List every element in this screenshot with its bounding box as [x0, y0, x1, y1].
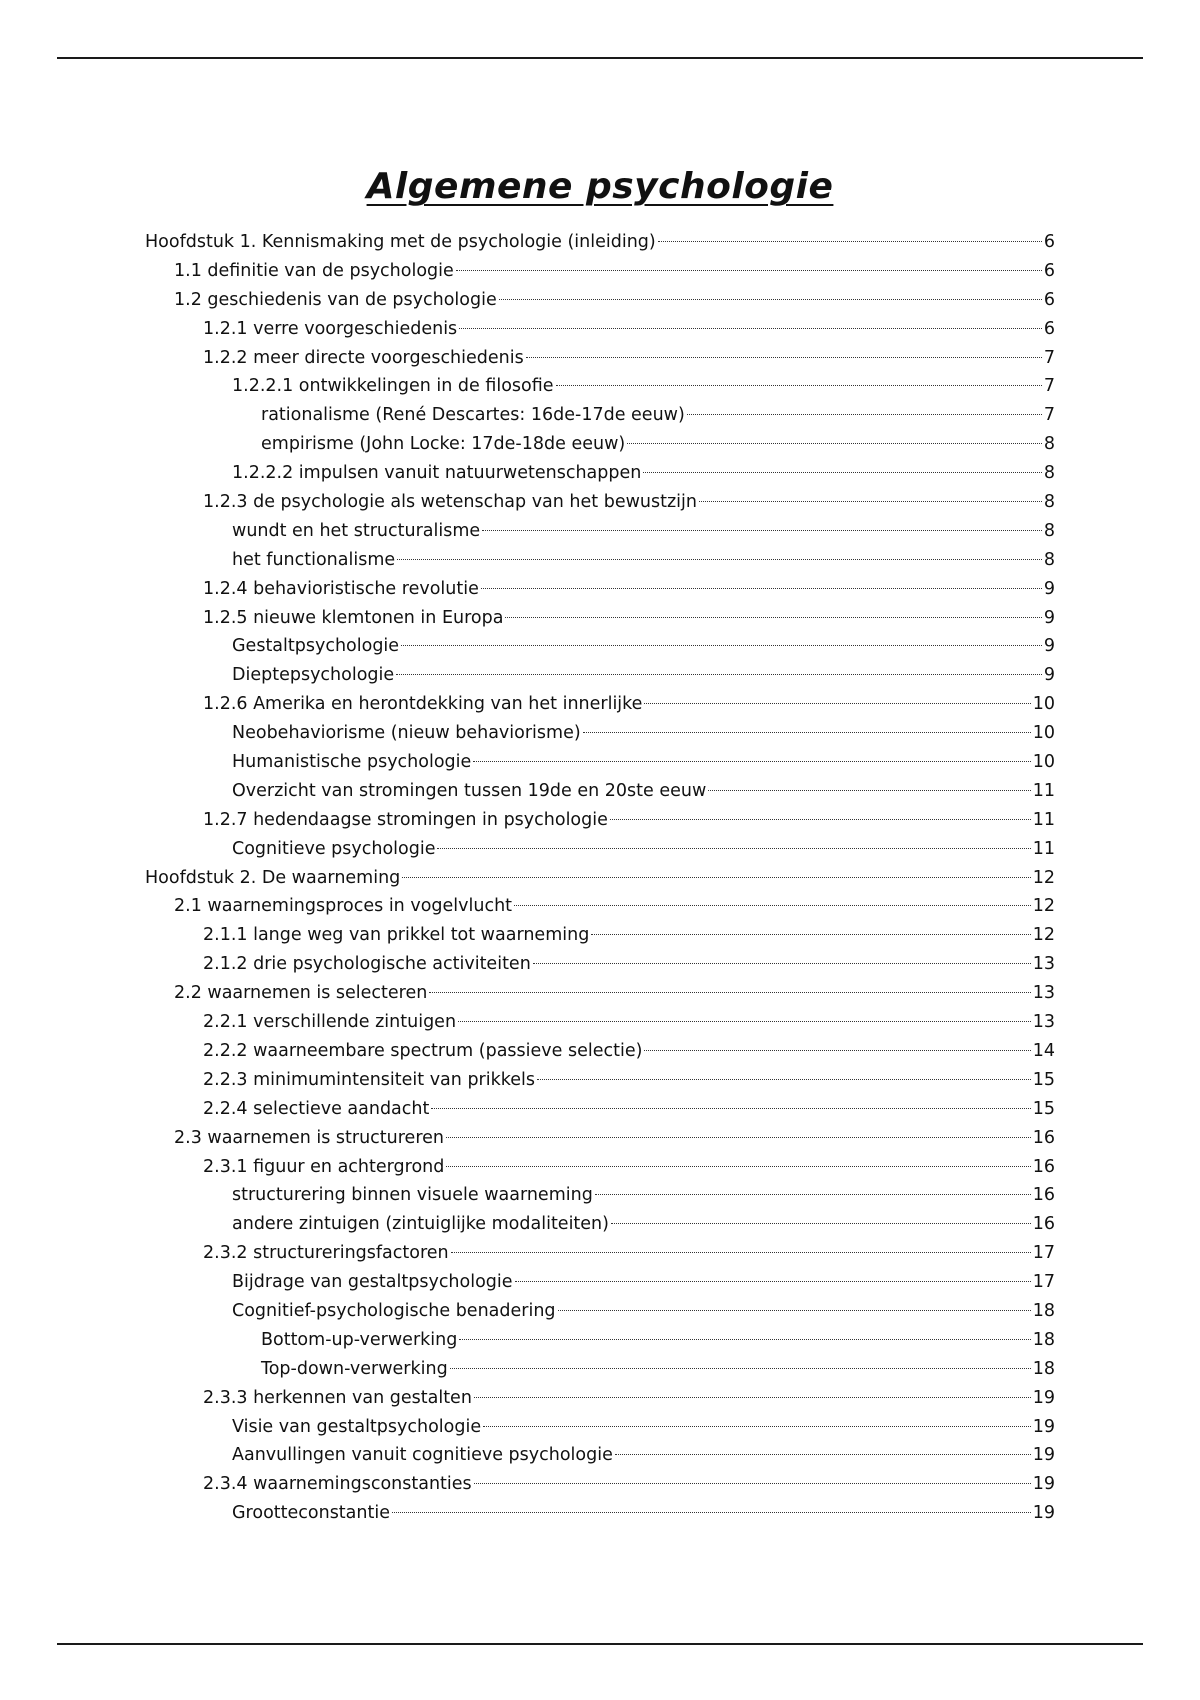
toc-entry[interactable] [145, 1124, 1055, 1153]
toc-page-number: 12 [1032, 925, 1055, 946]
dot-leader [610, 819, 1031, 820]
dot-leader [474, 1483, 1031, 1484]
toc-entry-title: Bottom-up-verwerking [261, 1329, 458, 1350]
toc-entry-title: 1.1 definitie van de psychologie [174, 260, 454, 281]
toc-page-number: 15 [1032, 1098, 1055, 1119]
toc-entry[interactable] [145, 1413, 1055, 1442]
toc-page-number: 13 [1032, 1012, 1055, 1033]
toc-entry[interactable] [145, 661, 1055, 690]
toc-page-number: 15 [1032, 1069, 1055, 1090]
toc-entry-title: 2.2.1 verschillende zintuigen [203, 1012, 457, 1033]
toc-entry[interactable] [145, 835, 1055, 864]
dot-leader [459, 1339, 1030, 1340]
dot-leader [583, 732, 1031, 733]
toc-page-number: 16 [1032, 1156, 1055, 1177]
toc-entry[interactable] [145, 1210, 1055, 1239]
toc-entry[interactable] [145, 1355, 1055, 1384]
dot-leader [643, 472, 1042, 473]
toc-entry[interactable] [145, 690, 1055, 719]
toc-entry-title: Neobehaviorisme (nieuw behaviorisme) [232, 723, 581, 744]
toc-entry-title: het functionalisme [232, 549, 396, 570]
toc-page-number: 7 [1043, 347, 1055, 368]
toc-page-number: 8 [1043, 434, 1055, 455]
toc-page-number: 11 [1032, 838, 1055, 859]
toc-entry-title: 1.2.4 behavioristische revolutie [203, 578, 479, 599]
dot-leader [611, 1223, 1031, 1224]
toc-page-number: 12 [1032, 896, 1055, 917]
toc-entry-title: Dieptepsychologie [232, 665, 395, 686]
toc-entry[interactable] [145, 286, 1055, 315]
toc-page-number: 11 [1032, 780, 1055, 801]
toc-page-number: 19 [1032, 1474, 1055, 1495]
dot-leader [708, 790, 1030, 791]
toc-entry[interactable] [145, 921, 1055, 950]
dot-leader [397, 559, 1042, 560]
toc-page-number: 18 [1032, 1329, 1055, 1350]
toc-entry-title: 2.2.4 selectieve aandacht [203, 1098, 430, 1119]
toc-entry-title: 1.2.7 hedendaagse stromingen in psychologie [203, 809, 608, 830]
toc-page-number: 17 [1032, 1272, 1055, 1293]
dot-leader [556, 385, 1042, 386]
dot-leader [481, 588, 1042, 589]
toc-entry-title: Hoofdstuk 2. De waarneming [145, 867, 401, 888]
toc-entry[interactable] [145, 257, 1055, 286]
dot-leader [644, 703, 1030, 704]
toc-page-number: 6 [1043, 318, 1055, 339]
toc-entry[interactable] [145, 719, 1055, 748]
toc-entry[interactable] [145, 1066, 1055, 1095]
toc-entry[interactable] [145, 892, 1055, 921]
toc-page-number: 8 [1043, 549, 1055, 570]
toc-entry-title: 2.1.2 drie psychologische activiteiten [203, 954, 531, 975]
dot-leader [591, 934, 1030, 935]
toc-entry-title: Overzicht van stromingen tussen 19de en 20ste eeuw [232, 780, 707, 801]
toc-page-number: 16 [1032, 1214, 1055, 1235]
toc-entry-title: andere zintuigen (zintuiglijke modaliteiten) [232, 1214, 609, 1235]
toc-entry-title: Humanistische psychologie [232, 752, 472, 773]
toc-entry-title: 1.2.3 de psychologie als wetenschap van het bewustzijn [203, 492, 697, 513]
toc-entry[interactable] [145, 979, 1055, 1008]
toc-entry[interactable] [145, 459, 1055, 488]
document-title: Algemene psychologie [366, 166, 834, 208]
toc-page-number: 9 [1043, 607, 1055, 628]
toc-page-number: 10 [1032, 694, 1055, 715]
dot-leader [558, 1310, 1031, 1311]
toc-entry[interactable] [145, 632, 1055, 661]
toc-entry-title: 1.2.6 Amerika en herontdekking van het innerlijke [203, 694, 643, 715]
toc-entry-title: 2.1 waarnemingsproces in vogelvlucht [174, 896, 513, 917]
dot-leader [515, 1281, 1031, 1282]
toc-entry-title: Cognitieve psychologie [232, 838, 436, 859]
dot-leader [473, 761, 1030, 762]
toc-page-number: 19 [1032, 1416, 1055, 1437]
dot-leader [456, 270, 1042, 271]
dot-leader [450, 1368, 1031, 1369]
toc-entry[interactable] [145, 315, 1055, 344]
toc-entry-title: 2.3 waarnemen is structureren [174, 1127, 444, 1148]
dot-leader [396, 674, 1042, 675]
toc-entry-title: Cognitief-psychologische benadering [232, 1300, 556, 1321]
toc-entry-title: 1.2 geschiedenis van de psychologie [174, 289, 497, 310]
toc-entry[interactable] [145, 1037, 1055, 1066]
toc-entry[interactable] [145, 777, 1055, 806]
toc-entry[interactable] [145, 401, 1055, 430]
header-rule [57, 57, 1143, 59]
toc-page-number: 19 [1032, 1387, 1055, 1408]
dot-leader [429, 992, 1030, 993]
table-of-contents [145, 228, 1055, 1528]
toc-entry[interactable] [145, 806, 1055, 835]
toc-entry[interactable] [145, 344, 1055, 373]
dot-leader [431, 1108, 1030, 1109]
dot-leader [437, 848, 1030, 849]
toc-entry-title: Gestaltpsychologie [232, 636, 400, 657]
toc-entry[interactable] [145, 1153, 1055, 1182]
toc-entry[interactable] [145, 950, 1055, 979]
toc-entry[interactable] [145, 1008, 1055, 1037]
toc-entry-title: 1.2.2 meer directe voorgeschiedenis [203, 347, 524, 368]
toc-entry-title: 1.2.2.2 impulsen vanuit natuurwetenschappen [232, 463, 642, 484]
dot-leader [533, 963, 1031, 964]
toc-entry-title: Top-down-verwerking [261, 1358, 448, 1379]
toc-entry-title: 2.2.2 waarneembare spectrum (passieve selectie) [203, 1040, 643, 1061]
toc-page-number: 19 [1032, 1503, 1055, 1524]
dot-leader [505, 617, 1041, 618]
toc-entry-title: 2.2 waarnemen is selecteren [174, 983, 428, 1004]
toc-entry-title: 1.2.1 verre voorgeschiedenis [203, 318, 458, 339]
toc-page-number: 19 [1032, 1445, 1055, 1466]
toc-entry-title: Hoofdstuk 1. Kennismaking met de psychologie (inleiding) [145, 232, 656, 252]
dot-leader [446, 1166, 1030, 1167]
toc-entry[interactable] [145, 1441, 1055, 1470]
toc-page-number: 12 [1032, 867, 1055, 888]
toc-entry[interactable] [145, 546, 1055, 575]
toc-page-number: 6 [1043, 289, 1055, 310]
dot-leader [699, 501, 1042, 502]
toc-entry-title: 2.3.1 figuur en achtergrond [203, 1156, 445, 1177]
dot-leader [482, 530, 1042, 531]
toc-page-number: 6 [1043, 232, 1055, 252]
toc-entry-title: structurering binnen visuele waarneming [232, 1185, 593, 1206]
toc-entry[interactable] [145, 748, 1055, 777]
toc-page-number: 9 [1043, 665, 1055, 686]
dot-leader [459, 328, 1042, 329]
toc-entry-title: Bijdrage van gestaltpsychologie [232, 1272, 513, 1293]
toc-entry[interactable] [145, 604, 1055, 633]
dot-leader [474, 1397, 1031, 1398]
toc-entry-title: Grootteconstantie [232, 1503, 390, 1524]
toc-page-number: 17 [1032, 1243, 1055, 1264]
dot-leader [658, 241, 1042, 242]
toc-entry[interactable] [145, 1470, 1055, 1499]
toc-page-number: 6 [1043, 260, 1055, 281]
toc-entry[interactable] [145, 1326, 1055, 1355]
dot-leader [483, 1426, 1031, 1427]
dot-leader [446, 1137, 1031, 1138]
toc-entry[interactable] [145, 1297, 1055, 1326]
toc-entry-title: 2.2.3 minimumintensiteit van prikkels [203, 1069, 535, 1090]
toc-page-number: 16 [1032, 1127, 1055, 1148]
toc-entry[interactable] [145, 1384, 1055, 1413]
toc-page-number: 13 [1032, 954, 1055, 975]
toc-page-number: 9 [1043, 578, 1055, 599]
toc-page-number: 8 [1043, 520, 1055, 541]
toc-entry[interactable] [145, 1268, 1055, 1297]
toc-page-number: 18 [1032, 1358, 1055, 1379]
toc-entry-title: 2.1.1 lange weg van prikkel tot waarneming [203, 925, 590, 946]
dot-leader [514, 905, 1031, 906]
toc-page-number: 10 [1032, 723, 1055, 744]
dot-leader [458, 1021, 1031, 1022]
toc-entry-title: 2.3.4 waarnemingsconstanties [203, 1474, 472, 1495]
dot-leader [451, 1252, 1031, 1253]
toc-entry-title: 2.3.3 herkennen van gestalten [203, 1387, 472, 1408]
toc-entry-title: wundt en het structuralisme [232, 520, 481, 541]
dot-leader [537, 1079, 1031, 1080]
dot-leader [401, 645, 1042, 646]
toc-page-number: 10 [1032, 752, 1055, 773]
toc-page-number: 7 [1043, 376, 1055, 397]
dot-leader [627, 443, 1042, 444]
toc-page-number: 16 [1032, 1185, 1055, 1206]
toc-entry-title: Aanvullingen vanuit cognitieve psychologie [232, 1445, 613, 1466]
toc-page-number: 8 [1043, 492, 1055, 513]
toc-entry[interactable] [145, 1095, 1055, 1124]
dot-leader [644, 1050, 1030, 1051]
toc-entry[interactable] [145, 430, 1055, 459]
toc-entry[interactable] [145, 372, 1055, 401]
toc-page-number: 8 [1043, 463, 1055, 484]
toc-entry-title: 2.3.2 structureringsfactoren [203, 1243, 449, 1264]
dot-leader [687, 414, 1042, 415]
toc-entry[interactable] [145, 1239, 1055, 1268]
toc-entry[interactable] [145, 1181, 1055, 1210]
toc-entry[interactable] [145, 575, 1055, 604]
dot-leader [615, 1454, 1031, 1455]
dot-leader [392, 1512, 1031, 1513]
toc-entry-title: 1.2.2.1 ontwikkelingen in de filosofie [232, 376, 554, 397]
toc-entry[interactable] [145, 1499, 1055, 1528]
toc-entry-title: empirisme (John Locke: 17de-18de eeuw) [261, 434, 626, 455]
toc-entry[interactable] [145, 517, 1055, 546]
toc-entry[interactable] [145, 488, 1055, 517]
dot-leader [499, 299, 1042, 300]
dot-leader [402, 877, 1030, 878]
toc-page-number: 11 [1032, 809, 1055, 830]
toc-entry-title: 1.2.5 nieuwe klemtonen in Europa [203, 607, 504, 628]
toc-entry[interactable] [145, 228, 1055, 257]
toc-page-number: 13 [1032, 983, 1055, 1004]
dot-leader [526, 357, 1042, 358]
toc-page-number: 18 [1032, 1300, 1055, 1321]
toc-entry-title: rationalisme (René Descartes: 16de-17de eeuw) [261, 405, 685, 426]
toc-page-number: 9 [1043, 636, 1055, 657]
toc-entry-title: Visie van gestaltpsychologie [232, 1416, 482, 1437]
dot-leader [595, 1194, 1031, 1195]
toc-page-number: 7 [1043, 405, 1055, 426]
toc-entry[interactable] [145, 864, 1055, 893]
toc-page-number: 14 [1032, 1040, 1055, 1061]
footer-rule [57, 1643, 1143, 1645]
